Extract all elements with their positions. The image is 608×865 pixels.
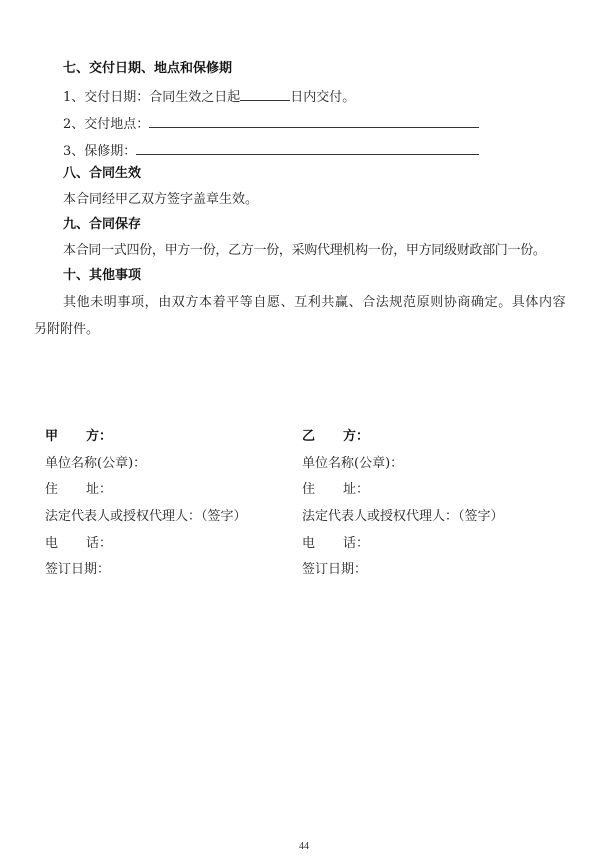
section-9-body: 本合同一式四份，甲方一份，乙方一份，采购代理机构一份，甲方同级财政部门一份。 [63,243,546,258]
party-b-sign-date: 签订日期： [302,562,368,577]
section-9-heading: 九、合同保存 [63,217,142,232]
party-a-address: 住 址： [45,482,113,497]
party-b-representative: 法定代表人或授权代理人：（签字） [302,509,504,524]
party-b-address: 住 址： [302,482,370,497]
section-8-body: 本合同经甲乙双方签字盖章生效。 [63,192,259,207]
party-a-sign-date: 签订日期： [45,562,111,577]
page-number: 44 [299,841,309,852]
warranty-line [63,142,479,160]
delivery-date-suffix: 日内交付。 [290,90,356,105]
section-10-body-line1: 其他未明事项，由双方本着平等自愿、互利共赢、合法规范原则协商确定。具体内容 [63,295,567,310]
warranty-label: 3、保修期： [63,144,137,159]
section-8-heading: 八、合同生效 [63,166,142,181]
delivery-days-field[interactable] [240,88,290,101]
warranty-field[interactable] [136,142,479,155]
delivery-location-label: 2、交付地点： [63,117,150,132]
delivery-location-field[interactable] [149,115,479,128]
delivery-date-label: 1、交付日期：合同生效之日起 [63,90,241,105]
section-10-body-line2: 另附附件。 [34,322,100,337]
section-10-heading: 十、其他事项 [63,268,142,283]
party-a-title: 甲 方： [45,429,113,444]
party-b-unit-name: 单位名称(公章)： [302,456,404,471]
party-a-phone: 电 话： [45,536,113,551]
section-7-heading: 七、交付日期、地点和保修期 [63,61,233,76]
party-a-unit-name: 单位名称(公章)： [45,456,147,471]
party-b-phone: 电 话： [302,536,370,551]
party-a-representative: 法定代表人或授权代理人：（签字） [45,509,247,524]
party-b-title: 乙 方： [302,429,370,444]
delivery-date-line [63,88,355,106]
delivery-location-line [63,115,479,133]
